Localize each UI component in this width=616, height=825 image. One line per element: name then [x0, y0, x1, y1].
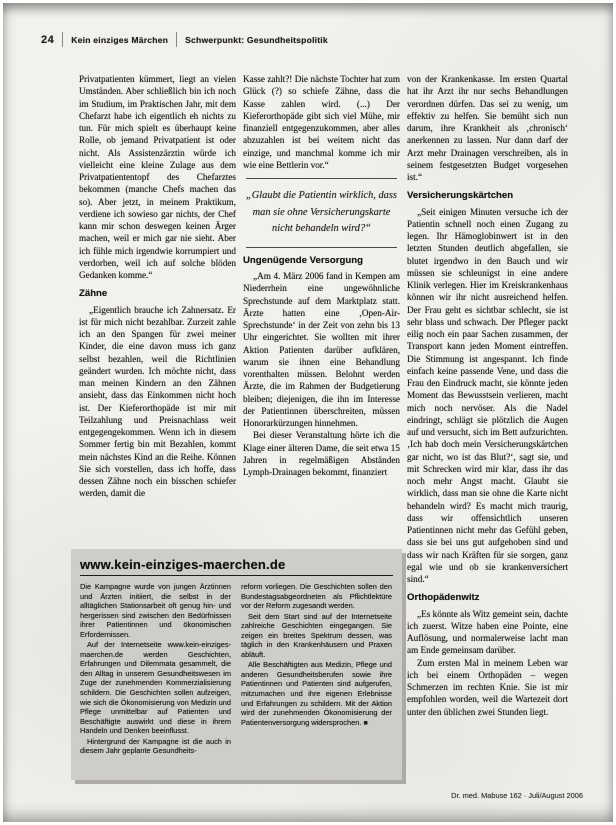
paragraph: Kasse zahlt?! Die nächste Tochter hat zum Glück (?) so schiefe Zähne, dass die Kasse zahlen wird. (...) Der Kieferorthopäde gibt sich viel Mühe, mir finanziell entgegenzukommen, aber alles abzuzahlen ist bei weitem nicht das einzige, und manchmal komme ich mir wie eine Bettlerin vor.“ — [243, 74, 400, 170]
article-series-title: Kein einziges Märchen — [71, 34, 169, 45]
header-divider — [176, 32, 177, 47]
paragraph: Zum ersten Mal in meinem Leben war ich bei einem Orthopäden – wegen Schmerzen im rechten Knie. Sie ist mir empfohlen worden, weil die Wartezeit dort unter den üblichen zwei Stunden liegt. — [407, 657, 568, 717]
infobox-columns — [80, 582, 393, 757]
infobox-column-left — [80, 582, 231, 757]
page-number: 24 — [41, 33, 55, 46]
paragraph: Privatpatienten kümmert, liegt an vielen Umständen. Aber schließlich bin ich noch im Studium, im Praktischen Jahr, mit dem Chefarzt habe ich eigentlich eh nichts zu tun. Für mich spielt es überhaupt keine Rolle, ob jemand Privatpatient ist oder nicht. Als Assistenzärztin würde ich vielleicht eine kleine Zulage aus dem Privatpatiententopf des Chefarztes bekommen (manche Chefs machen das so). Aber jetzt, in meinem Praktikum, verdiene ich sowieso gar nichts, der Chef kann mir schon deswegen keinen Ärger machen, weil er mich gar nie sieht. Aber ich fühle mich irgendwie korrumpiert und verdorben, weil ich auf solche blöden Gedanken komme.“ — [79, 74, 236, 280]
paragraph: von der Krankenkasse. Im ersten Quartal hat ihr Arzt ihr nur sechs Behandlungen verordnen dürfen. Das sei zu wenig, um effektiv zu helfen. Sie bemüht sich nun darum, ihre Krankheit als ‚chronisch‘ anerkennen zu lassen. Nur dann darf der Arzt mehr Drainagen verschreiben, als in seinem festgesetzten Budget vorgesehen ist.“ — [407, 74, 568, 182]
page-header — [41, 32, 328, 47]
column-left — [79, 73, 236, 545]
infobox-paragraph — [241, 660, 392, 728]
paragraph: „Eigentlich brauche ich Zahnersatz. Er ist für mich nicht bezahlbar. Zurzeit zahle ich an den Spangen für zwei meiner Kinder, die eine davon muss ich ganz selbst bezahlen, weil die Richtlinien geändert wurden. Ich möchte nicht, dass man meinen Kindern an den Zähnen ansieht, dass das Einkommen nicht hoch ist. Der Kieferorthopäde ist mir mit Teilzahlung und Preisnachlass weit entgegengekommen. Wenn ich in diesem Sommer fertig bin mit Bezahlen, kommt mein nächstes Kind an die Reihe. Können Sie sich vorstellen, dass ich hoffe, dass dessen Zähne noch ein bisschen schiefer werden, damit die — [79, 304, 236, 499]
infobox-paragraph: Hintergrund der Kampagne ist die auch in diesem Jahr geplante Gesundheits- — [80, 736, 231, 756]
quote-rule-bottom — [246, 247, 397, 248]
heading-zaehne: Zähne — [79, 288, 108, 300]
campaign-infobox — [71, 549, 402, 780]
heading-ungenuegende-versorgung: Ungenügende Versorgung — [243, 254, 363, 266]
magazine-imprint: Dr. med. Mabuse 162 · Juli/August 2006 — [451, 791, 583, 800]
quote-rule-top — [246, 178, 397, 179]
heading-versicherungskaertchen: Versicherungskärtchen — [407, 190, 514, 202]
article-end-mark-icon: ■ — [363, 719, 368, 727]
infobox-column-right — [241, 582, 392, 757]
column-right — [407, 73, 568, 795]
paragraph: „Seit einigen Minuten versuche ich der Patientin schnell noch einen Zugang zu legen. Ihr Hämoglobinwert ist in den letzten Stunden deutlich abgefallen, sie blutet irgendwo in den Bauch und wir müssen sie schleunigst in eine andere Klinik verlegen. Hier im Kreiskrankenhaus können wir ihr nicht ausreichend helfen. Der Frau geht es sichtbar schlecht, sie ist sehr blass und schwach. Der Pfleger packt eilig noch ein paar Sachen zusammen, der Transport kann jeden Moment eintreffen. Die Stimmung ist angespannt. Ich finde einfach keine passende Vene, und dass die Frau den Eindruck macht, sie könnte jeden Moment das Bewusstsein verlieren, macht mich noch nervöser. Als die Nadel eindringt, schlägt sie plötzlich die Augen auf und versucht, sich im Bett aufzurichten. ‚Ich hab doch mein Versicherungskärtchen gar nicht, wo ist das Blut?‘, sagt sie, und mit Schrecken wird mir klar, dass ihr das noch mehr Angst macht. Glaubt sie wirklich, dass man sie ohne die Karte nicht behandeln wird? Es macht mich traurig, dass wir offensichtlich unseren Patientinnen nicht mehr das Gefühl geben, dass sie bei uns gut aufgehoben sind und dass wir nach Kräften für sie sorgen, ganz egal wie und ob sie krankenversichert sind.“ — [407, 206, 568, 584]
paragraph: „Am 4. März 2006 fand in Kempen am Niederrhein eine ungewöhnliche Sprechstunde auf dem Marktplatz statt. Ärzte hatten eine ‚Open-Air-Sprechstunde‘ in der Zeit von zehn bis 13 Uhr eingerichtet. Sie wollten mit ihrer Aktion Patienten darüber aufklären, warum sie ihnen eine Behandlung vorenthalten müssen. Belohnt werden Ärzte, die im Rahmen der Budgetierung bleiben; diejenigen, die ihn im Interesse der Patientinnen überschreiten, müssen Honorarkürzungen hinnehmen. — [243, 271, 400, 429]
pull-quote: „Glaubt die Patientin wirklich, dass man sie ohne Versicherungskarte nicht behandeln wird?“ — [246, 190, 397, 235]
scanned-magazine-page — [3, 3, 613, 822]
infobox-title-rule — [80, 575, 393, 576]
infobox-paragraph: Die Kampagne wurde von jungen Ärztinnen und Ärzten initiiert, die selbst in der alltäglichen Stationsarbeit oft genug hin- und hergerissen sind zwischen den Bedürfnissen ihrer Patientinnen und ökonomischen Erfordernissen. — [80, 582, 231, 639]
header-divider — [62, 32, 63, 47]
infobox-paragraph: Seit dem Start sind auf der Internetseite zahlreiche Geschichten eingegangen. Sie zeigen ein breites Spektrum dessen, was täglich in den Krankenhäusern und Praxen abläuft. — [241, 611, 392, 659]
column-middle — [243, 73, 400, 545]
paragraph: Bei dieser Veranstaltung hörte ich die Klage einer älteren Dame, die seit etwa 15 Jahren in regelmäßigen Abständen Lymph-Drainagen bekommt, finanziert — [243, 430, 400, 478]
infobox-paragraph: Auf der Internetseite www.kein-einziges-maerchen.de werden Geschichten, Erfahrungen und Dilemmata gesammelt, die den Alltag in unserem Gesundheitswesen im Zuge der zunehmenden Kommerzialisierung schildern. Die Geschichten sollen aufzeigen, wie sich die Ökonomisierung von Medizin und Pflege unmittelbar auf Patienten und Beschäftigte auswirkt und diese in ihrem Handeln und Denken beeinflusst. — [80, 640, 231, 736]
infobox-paragraph-text: Alle Beschäftigten aus Medizin, Pflege und anderen Gesundheitsberufen sowie ihre Patientinnen und Patienten sind aufgerufen, mitzumachen und ihre eigenen Erlebnisse und Erfahrungen zu schildern. Mit der Aktion wird der zunehmenden Ökonomisierung der Patientenversorgung widersprochen. — [241, 660, 392, 727]
infobox-title-url: www.kein-einziges-maerchen.de — [80, 557, 286, 572]
infobox-paragraph: reform vorliegen. Die Geschichten sollen den Bundestagsabgeordneten als Pflichtlektüre vor der Reform zugesandt werden. — [241, 582, 392, 611]
section-topic: Schwerpunkt: Gesundheitspolitik — [185, 34, 328, 45]
paragraph: „Es könnte als Witz gemeint sein, dachte ich zuerst. Witze haben eine Pointe, eine Auflösung, und normalerweise lacht man am Ende gemeinsam darüber. — [407, 608, 568, 656]
heading-orthopaedenwitz: Orthopädenwitz — [407, 592, 480, 604]
